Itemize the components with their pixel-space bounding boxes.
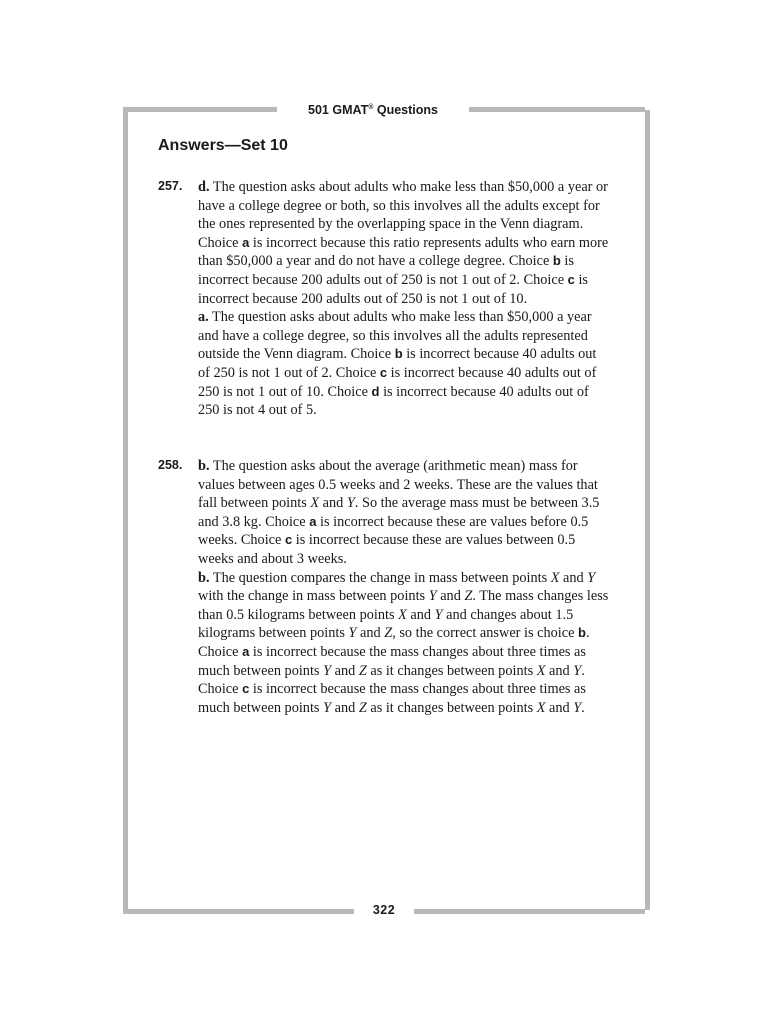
point-variable: Y — [323, 699, 332, 716]
point-variable: X — [536, 662, 546, 679]
choice-letter: c — [379, 364, 388, 380]
frame-bottom-right-rule — [414, 909, 645, 914]
point-variable: Y — [587, 569, 596, 586]
point-variable: Y — [346, 495, 355, 512]
answer-letter: b. — [198, 569, 210, 586]
point-variable: X — [310, 495, 320, 512]
choice-letter: d — [371, 383, 380, 399]
answer-part: d. The question asks about adults who make less than $50,000 a year or have a college degree or both, so this involves all the adults except for the ones represented by the overlapping space in the Venn diagram. Choice a is incorrect because this ratio represents adults who earn more than $50,000 a year and do not have a college degree. Choice b is incorrect because 200 adults out of 250 is not 1 out of 2. Choice c is incorrect because 200 adults out of 250 is not 1 out of 10. — [198, 179, 609, 307]
point-variable: X — [536, 699, 546, 716]
choice-letter: a — [242, 234, 250, 250]
point-variable: Z — [358, 699, 367, 716]
answer-257 — [158, 178, 610, 420]
point-variable: Y — [323, 662, 332, 679]
answer-letter: b. — [198, 458, 210, 474]
answer-letter: a. — [198, 309, 209, 326]
choice-letter: a — [309, 513, 317, 529]
question-number: 257. — [158, 179, 183, 193]
answer-part: a. The question asks about adults who make less than $50,000 a year and have a college degree, so this involves all the adults represented outside the Venn diagram. Choice b is incorrect because 40 adults out of 250 is not 1 out of 2. Choice c is incorrect because 40 adults out of 250 is not 1 out of 10. Choice d is incorrect because 40 adults out of 250 is not 4 out of 5. — [198, 309, 597, 419]
answer-part: b. The question asks about the average (arithmetic mean) mass for values between ages 0.5 weeks and 2 weeks. These are the values that fall between points X and Y. So the average mass must be between 3.5 and 3.8 kg. Choice a is incorrect because these are values before 0.5 weeks. Choice c is incorrect because these are values between 0.5 weeks and about 3 weeks. — [198, 458, 600, 567]
point-variable: Y — [428, 588, 437, 605]
point-variable: Z — [384, 625, 393, 642]
answer-258 — [158, 457, 610, 717]
point-variable: Y — [348, 625, 357, 642]
point-variable: Z — [464, 588, 473, 605]
choice-letter: c — [284, 532, 293, 548]
choice-letter: a — [242, 643, 250, 659]
answer-body — [198, 457, 610, 717]
frame-bottom-left-rule — [123, 909, 354, 914]
choice-letter: b — [394, 346, 403, 362]
point-variable: X — [398, 606, 407, 623]
point-variable: Y — [573, 699, 582, 716]
answer-body — [198, 178, 610, 420]
choice-letter: b — [578, 625, 586, 641]
choice-letter: c — [567, 271, 575, 287]
page-number: 322 — [372, 903, 396, 917]
answer-part: b. The question compares the change in mass between points X and Y with the change in mass between points Y and Z. The mass changes less than 0.5 kilograms between points X and Y and changes about 1.5 kilograms between points Y and Z, so the correct answer is choice b. Choice a is incorrect because the mass changes about three times as much between points Y and Z as it changes between points X and Y. Choice c is incorrect because the mass changes about three times as much between points Y and Z as it changes between points X and Y. — [198, 569, 609, 716]
point-variable: Y — [573, 662, 582, 679]
point-variable: Y — [434, 606, 443, 623]
answer-letter: d. — [198, 179, 210, 195]
question-number: 258. — [158, 458, 183, 472]
point-variable: X — [550, 569, 560, 586]
registered-mark: ® — [368, 103, 374, 111]
book-title-suffix: Questions — [373, 103, 438, 117]
section-title: Answers—Set 10 — [158, 137, 288, 154]
choice-letter: c — [242, 681, 250, 697]
choice-letter: b — [552, 253, 561, 269]
book-title: 501 GMAT — [308, 103, 369, 117]
point-variable: Z — [358, 662, 367, 679]
running-head — [277, 103, 469, 117]
